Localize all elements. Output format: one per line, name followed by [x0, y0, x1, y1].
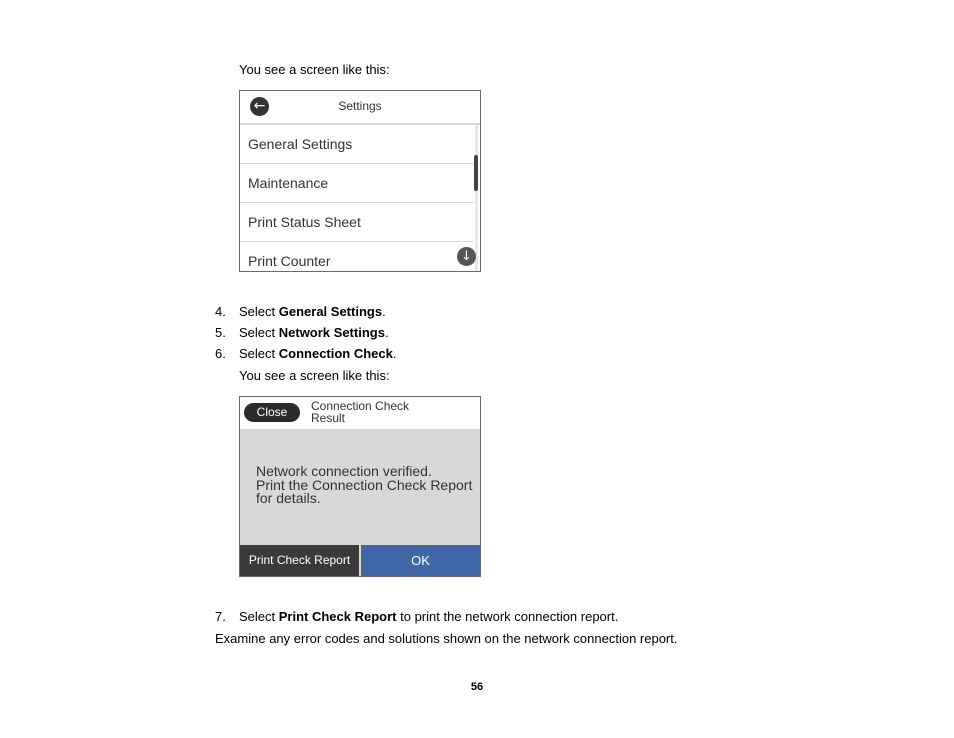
intro-text-2: You see a screen like this:: [239, 368, 390, 383]
settings-title: Settings: [338, 99, 382, 113]
menu-item-label: Maintenance: [248, 175, 329, 191]
menu-item-label: General Settings: [248, 136, 353, 152]
step-number: 4.: [215, 304, 226, 319]
step-number: 5.: [215, 325, 226, 340]
ok-button[interactable]: OK: [361, 545, 480, 576]
settings-header: [240, 91, 480, 125]
back-arrow-icon[interactable]: ←: [250, 97, 269, 116]
step-number: 6.: [215, 346, 226, 361]
step-text: Select Network Settings.: [239, 325, 389, 340]
connection-check-header: [240, 397, 480, 429]
print-check-report-button[interactable]: Print Check Report: [240, 545, 359, 576]
connection-check-title: Connection Check Result: [311, 399, 410, 425]
scrollbar-thumb[interactable]: [474, 155, 478, 191]
step-text: Select Connection Check.: [239, 346, 397, 361]
page-number: 56: [470, 681, 484, 693]
menu-item-general-settings[interactable]: [240, 125, 474, 164]
menu-item-maintenance[interactable]: [240, 164, 474, 203]
step-text: Select Print Check Report to print the network connection report.: [239, 609, 619, 624]
menu-item-print-status-sheet[interactable]: [240, 203, 474, 242]
down-arrow-icon[interactable]: ↓: [457, 247, 476, 266]
connection-message: Network connection verified. Print the Connection Check Report for details.: [256, 463, 473, 506]
intro-text-1: You see a screen like this:: [239, 62, 390, 77]
settings-screen: [239, 90, 481, 272]
menu-item-label: Print Counter: [248, 253, 331, 269]
close-button[interactable]: Close: [244, 403, 300, 422]
step-number: 7.: [215, 609, 226, 624]
closing-text: Examine any error codes and solutions shown on the network connection report.: [215, 631, 678, 646]
menu-item-print-counter[interactable]: [240, 242, 474, 272]
scrollbar-track[interactable]: [475, 125, 478, 271]
step-text: Select General Settings.: [239, 304, 386, 319]
menu-item-label: Print Status Sheet: [248, 214, 361, 230]
connection-check-screen: [239, 396, 481, 577]
